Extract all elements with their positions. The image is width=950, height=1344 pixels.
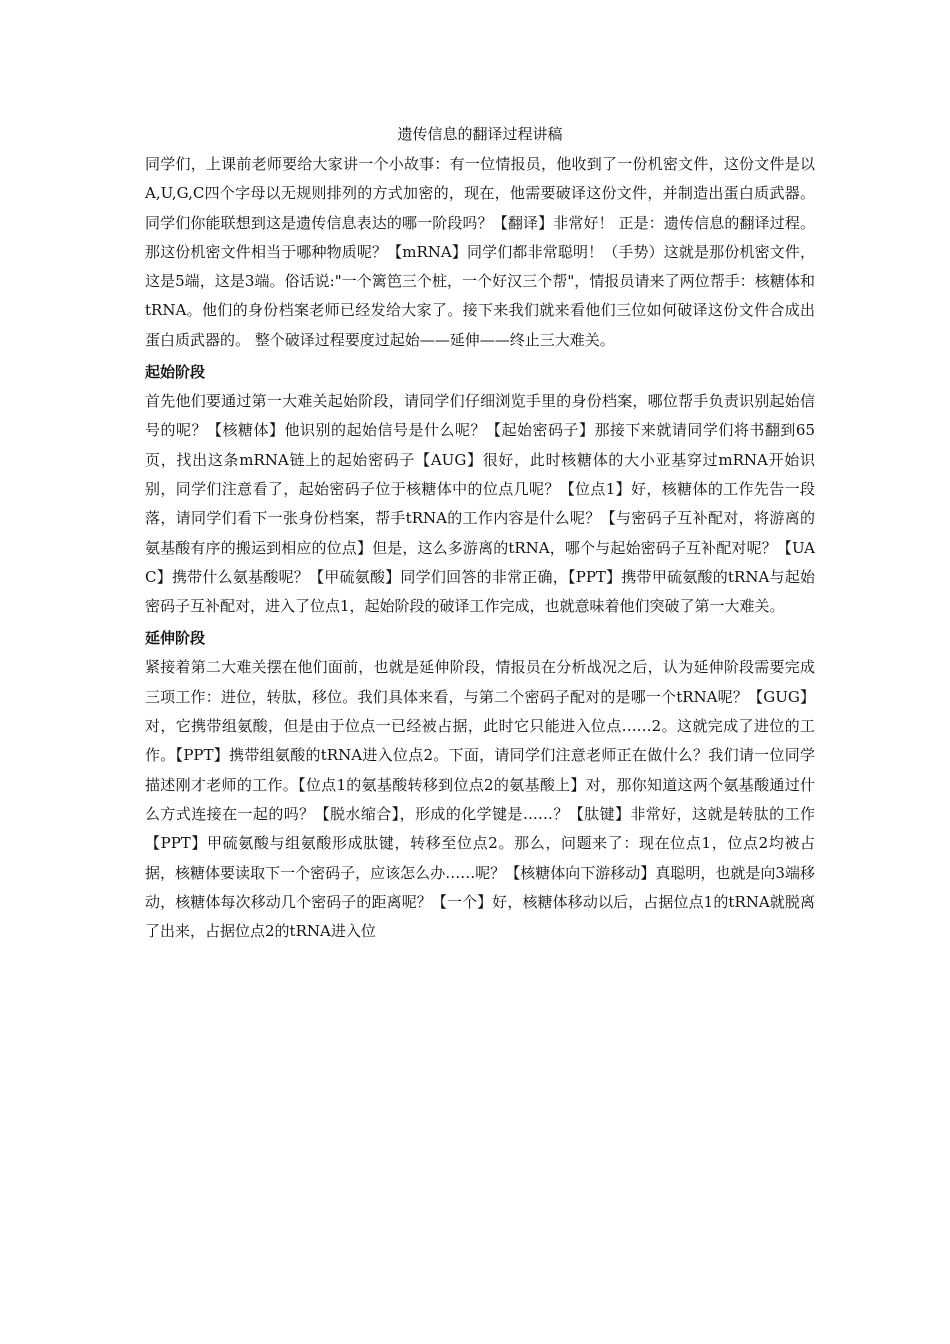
document-title: 遗传信息的翻译过程讲稿 bbox=[397, 125, 563, 143]
intro-paragraph: 同学们，上课前老师要给大家讲一个小故事：有一位情报员，他收到了一份机密文件，这份文件是以A,U,G,C四个字母以无规则排列的方式加密的，现在，他需要破译这份文件，并制造出蛋白质武器。同学们你能联想到这是遗传信息表达的哪一阶段吗？【翻译】非常好！ 正是：遗传信息的翻译过程。那这份机密文件相当于哪种物质呢？【mRNA】同学们都非常聪明！（手势）这就是那份机密文件，这是5端，这是3端。俗话说:"一个篱笆三个桩，一个好汉三个帮"，情报员请来了两位帮手：核糖体和tRNA。他们的身份档案老师已经发给大家了。接下来我们就来看他们三位如何破译这份文件合成出蛋白质武器的。 整个破译过程要度过起始——延伸——终止三大难关。 bbox=[145, 155, 815, 349]
elongation-paragraph: 紧接着第二大难关摆在他们面前，也就是延伸阶段，情报员在分析战况之后，认为延伸阶段需要完成三项工作：进位，转肽，移位。我们具体来看，与第二个密码子配对的是哪一个tRNA呢？【GUG】对，它携带组氨酸，但是由于位点一已经被占据，此时它只能进入位点……2。这就完成了进位的工作。【PPT】携带组氨酸的tRNA进入位点2。下面，请同学们注意老师正在做什么？我们请一位同学描述刚才老师的工作。【位点1的氨基酸转移到位点2的氨基酸上】对，那你知道这两个氨基酸通过什么方式连接在一起的吗？【脱水缩合】，形成的化学键是……？【肽键】非常好，这就是转肽的工作【PPT】甲硫氨酸与组氨酸形成肽键，转移至位点2。那么，问题来了：现在位点1，位点2均被占据，核糖体要读取下一个密码子，应该怎么办……呢？【核糖体向下游移动】真聪明，也就是向3端移动，核糖体每次移动几个密码子的距离呢？【一个】好，核糖体移动以后，占据位点1的tRNA就脱离了出来，占据位点2的tRNA进入位 bbox=[145, 658, 815, 941]
initiation-paragraph: 首先他们要通过第一大难关起始阶段，请同学们仔细浏览手里的身份档案，哪位帮手负责识别起始信号的呢？【核糖体】他识别的起始信号是什么呢？【起始密码子】那接下来就请同学们将书翻到65页，找出这条mRNA链上的起始密码子【AUG】很好，此时核糖体的大小亚基穿过mRNA开始识别，同学们注意看了，起始密码子位于核糖体中的位点几呢？【位点1】好，核糖体的工作先告一段落，请同学们看下一张身份档案，帮手tRNA的工作内容是什么呢？【与密码子互补配对，将游离的氨基酸有序的搬运到相应的位点】但是，这么多游离的tRNA，哪个与起始密码子互补配对呢？【UAC】携带什么氨基酸呢？【甲硫氨酸】同学们回答的非常正确，【PPT】携带甲硫氨酸的tRNA与起始密码子互补配对，进入了位点1，起始阶段的破译工作完成，也就意味着他们突破了第一大难关。 bbox=[145, 392, 815, 616]
section-heading-initiation: 起始阶段 bbox=[145, 363, 206, 382]
section-heading-elongation: 延伸阶段 bbox=[145, 629, 206, 648]
document-page bbox=[145, 124, 815, 946]
